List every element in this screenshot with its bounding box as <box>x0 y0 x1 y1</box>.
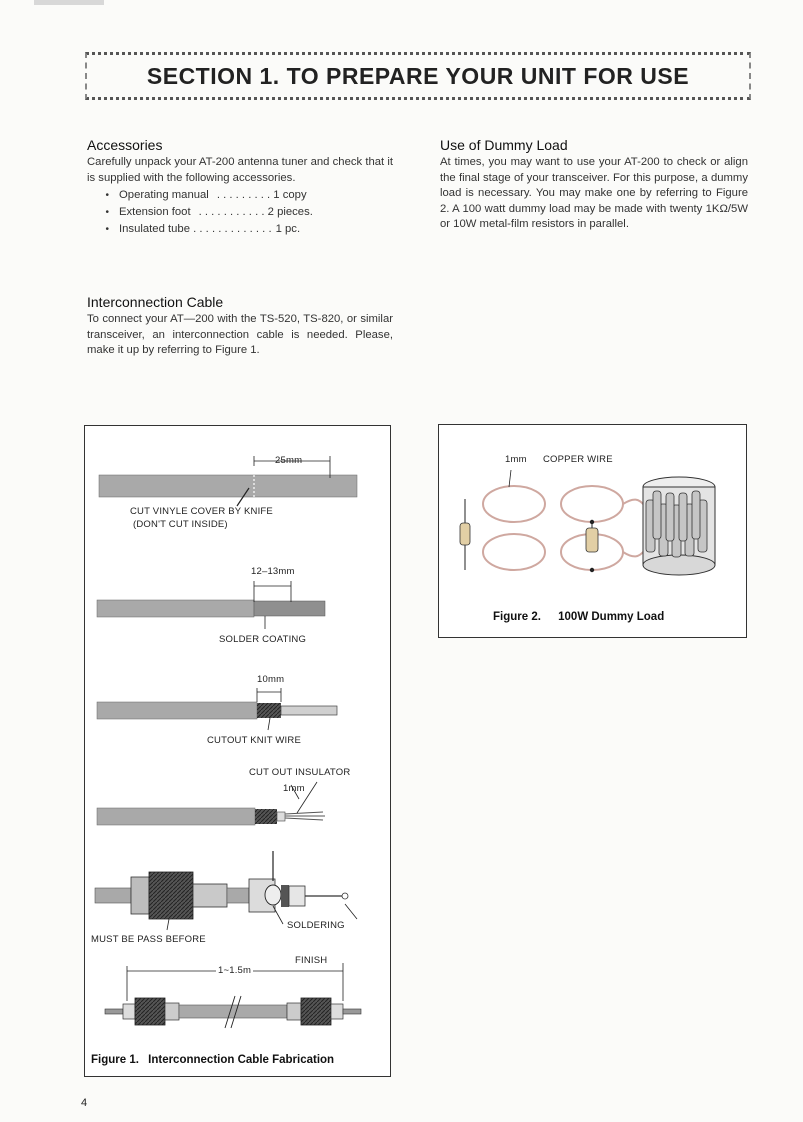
label-length: 1~1.5m <box>218 965 252 976</box>
figure-1-box <box>84 425 391 1077</box>
dummy-load-section <box>440 137 748 233</box>
single-resistor <box>460 499 470 570</box>
accessories-heading: Accessories <box>87 137 163 153</box>
step1-cable <box>99 456 357 506</box>
figure-1-caption-number: Figure 1. <box>91 1054 139 1066</box>
accessories-intro: Carefully unpack your AT-200 antenna tuner and check that it is supplied with the following accessories. <box>87 156 393 184</box>
accessories-section <box>87 137 393 238</box>
dummy-load-text: At times, you may want to use your AT-200 to check or align the final stage of your transceiver. For this purpose, a dummy load is necessary. You may make one by referring to Figure 2. A 100 watt dummy load may be made with twenty 1KΩ/5W or 10W metal-film resistors in parallel. <box>440 156 748 231</box>
list-item: • Operating manual . . . . . . . . . 1 copy <box>105 189 307 202</box>
figure-2-box <box>438 424 747 638</box>
step3-cable <box>97 688 337 730</box>
label-cut-vinyl-2: (DON'T CUT INSIDE) <box>133 519 228 530</box>
section-header <box>85 52 751 100</box>
label-solder-coating: SOLDER COATING <box>219 634 307 645</box>
label-12-13mm: 12–13mm <box>251 566 295 577</box>
figure-2-label-1mm: 1mm <box>505 454 527 465</box>
step5-connector <box>95 851 357 930</box>
figure-1-caption <box>91 1054 334 1066</box>
list-item: • Insulated tube . . . . . . . . . . . . . 1 pc. <box>105 223 301 236</box>
interconnection-section <box>87 294 393 359</box>
label-finish: FINISH <box>295 955 328 966</box>
label-cut-insulator: CUT OUT INSULATOR <box>249 767 351 778</box>
figure-1-drawing <box>85 426 392 1078</box>
resistor-bundle <box>643 477 715 575</box>
step2-cable <box>97 581 325 629</box>
wire-pointer <box>509 470 511 487</box>
label-25mm: 25mm <box>275 455 303 466</box>
label-cutout-knit: CUTOUT KNIT WIRE <box>207 735 301 746</box>
interconnection-text: To connect your AT—200 with the TS-520, TS-820, or similar transceiver, an interconnection cable is needed. Please, make it up by referring to Figure 1. <box>87 313 393 357</box>
copper-wire-loops <box>483 486 644 570</box>
label-10mm: 10mm <box>257 674 285 685</box>
figure-2-caption-number: Figure 2. <box>493 611 541 623</box>
scan-mark <box>34 0 104 5</box>
label-cut-vinyl-1: CUT VINYLE COVER BY KNIFE <box>130 506 273 517</box>
figure-2-caption-title: 100W Dummy Load <box>558 611 665 623</box>
figure-2-label-copper: COPPER WIRE <box>543 454 613 465</box>
loop-resistor <box>586 520 598 572</box>
figure-2-caption <box>493 611 664 623</box>
page-number: 4 <box>81 1097 88 1109</box>
interconnection-heading: Interconnection Cable <box>87 294 224 310</box>
label-must-pass: MUST BE PASS BEFORE <box>91 934 206 945</box>
figure-1-caption-title: Interconnection Cable Fabrication <box>148 1054 335 1066</box>
label-soldering: SOLDERING <box>287 920 345 931</box>
label-1mm: 1mm <box>283 783 305 794</box>
list-item: • Extension foot . . . . . . . . . . . 2 pieces. <box>105 206 313 219</box>
accessories-list <box>87 187 393 238</box>
section-title: SECTION 1. TO PREPARE YOUR UNIT FOR USE <box>146 62 690 89</box>
dummy-load-heading: Use of Dummy Load <box>440 137 568 153</box>
